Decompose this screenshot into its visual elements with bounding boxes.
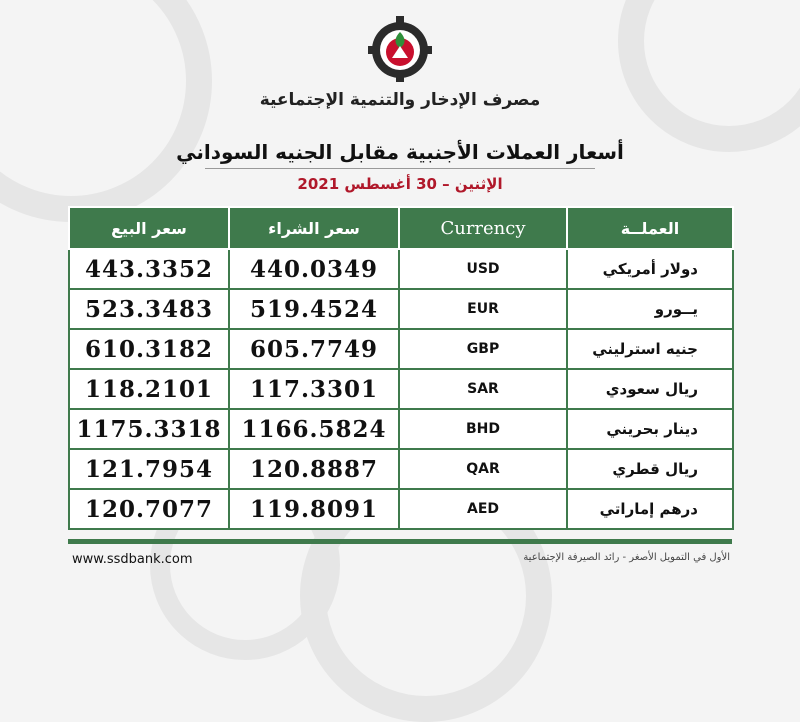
column-header-sell: سعر البيع (69, 207, 229, 249)
buy-rate: 120.8887 (229, 449, 399, 489)
table-row (69, 409, 733, 449)
table-row (69, 489, 733, 529)
table-row (69, 249, 733, 289)
currency-name: ريال قطري (567, 449, 733, 489)
column-header-buy: سعر الشراء (229, 207, 399, 249)
sell-rate: 1175.3318 (69, 409, 229, 449)
buy-rate: 1166.5824 (229, 409, 399, 449)
buy-rate: 605.7749 (229, 329, 399, 369)
title-underline (205, 168, 595, 169)
column-header-currency: Currency (399, 207, 567, 249)
sell-rate: 118.2101 (69, 369, 229, 409)
currency-code: GBP (399, 329, 567, 369)
sell-rate: 120.7077 (69, 489, 229, 529)
sell-rate: 443.3352 (69, 249, 229, 289)
buy-rate: 519.4524 (229, 289, 399, 329)
page-title: أسعار العملات الأجنبية مقابل الجنيه السوداني (176, 140, 624, 164)
currency-name: دينار بحريني (567, 409, 733, 449)
currency-code: AED (399, 489, 567, 529)
bank-logo-icon (364, 12, 436, 84)
table-row (69, 449, 733, 489)
bank-name: مصرف الإدخار والتنمية الإجتماعية (259, 90, 541, 110)
buy-rate: 440.0349 (229, 249, 399, 289)
buy-rate: 117.3301 (229, 369, 399, 409)
currency-code: USD (399, 249, 567, 289)
currency-code: BHD (399, 409, 567, 449)
currency-name: دولار أمريكي (567, 249, 733, 289)
currency-code: EUR (399, 289, 567, 329)
currency-name: ريال سعودي (567, 369, 733, 409)
currency-code: QAR (399, 449, 567, 489)
sell-rate: 610.3182 (69, 329, 229, 369)
table-row (69, 369, 733, 409)
background-gear-decoration (618, 0, 800, 152)
column-header-name: العملــة (567, 207, 733, 249)
currency-name: درهم إماراتي (567, 489, 733, 529)
table-row (69, 289, 733, 329)
currency-name: جنيه استرليني (567, 329, 733, 369)
table-row (69, 329, 733, 369)
sell-rate: 523.3483 (69, 289, 229, 329)
currency-code: SAR (399, 369, 567, 409)
table-header-row (69, 207, 733, 249)
exchange-rates-table (68, 206, 734, 530)
website-link[interactable]: www.ssdbank.com (72, 552, 193, 567)
date-label: الإثنين – 30 أغسطس 2021 (297, 175, 503, 193)
sell-rate: 121.7954 (69, 449, 229, 489)
bank-slogan: الأول في التمويل الأصغر - رائد الصيرفة الإجتماعية (523, 552, 730, 563)
currency-name: يــورو (567, 289, 733, 329)
table-bottom-bar (68, 539, 732, 544)
buy-rate: 119.8091 (229, 489, 399, 529)
